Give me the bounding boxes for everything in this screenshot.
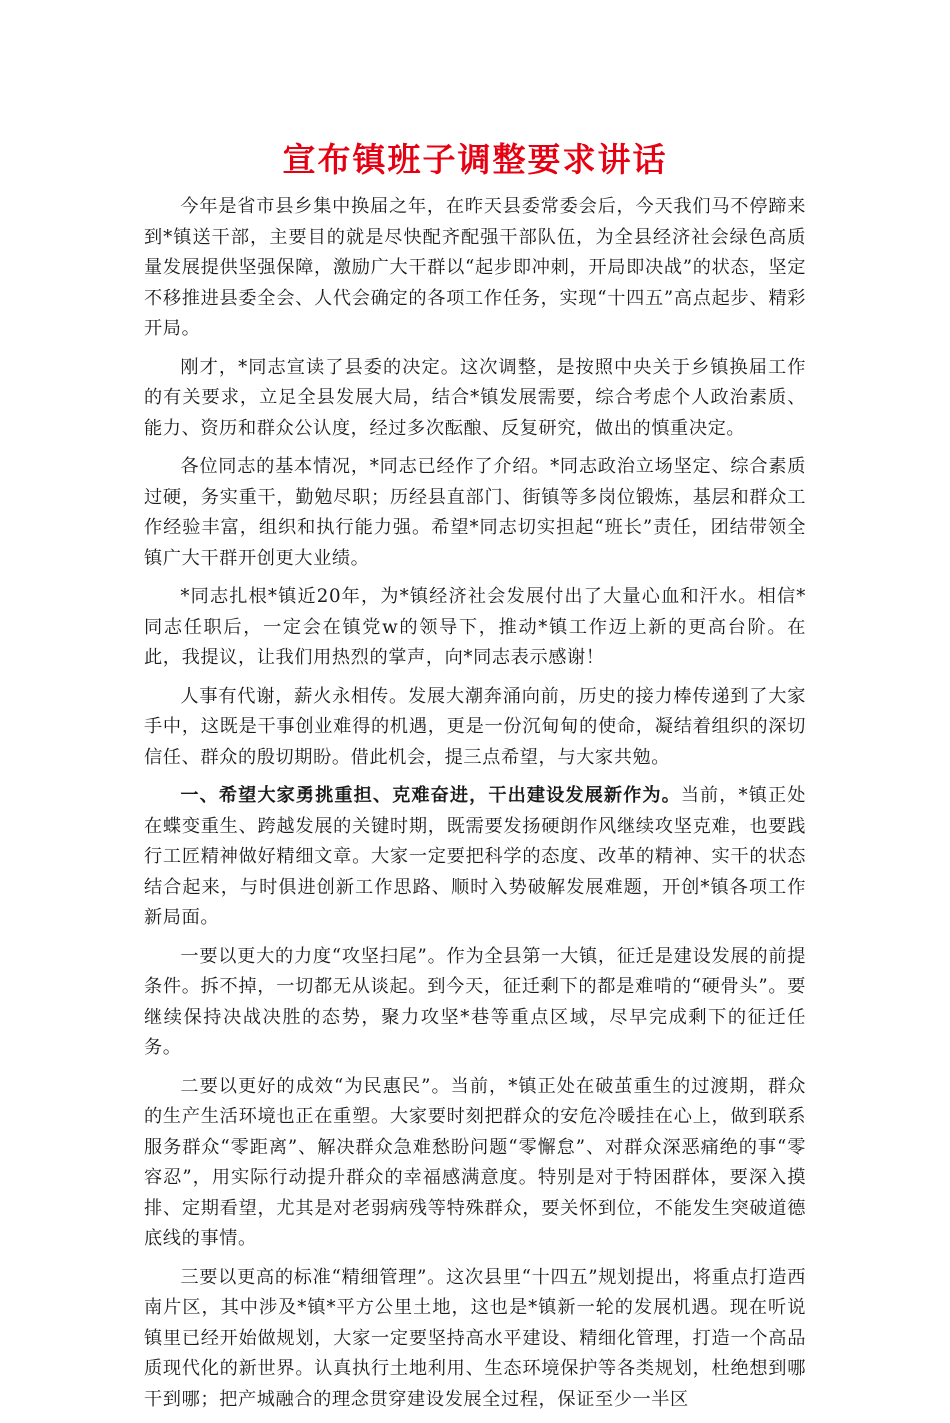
- section-1-text: 当前，*镇正处在蝶变重生、跨越发展的关键时期，既需要发扬硬朗作风继续攻坚克难，也要践行工匠精神做好精细文章。大家一定要把科学的态度、改革的精神、实干的状态结合起来，与时俱进创新工作思路、顺时入势破解发展难题，开创*镇各项工作新局面。: [144, 785, 806, 928]
- point-2: 二要以更好的成效“为民惠民”。当前，*镇正处在破茧重生的过渡期，群众的生产生活环境也正在重塑。大家要时刻把群众的安危冷暖挂在心上，做到联系服务群众“零距离”、解决群众急难愁盼问题“零懈怠”、对群众深恶痛绝的事“零容忍”，用实际行动提升群众的幸福感满意度。特别是对于特困群体，要深入摸排、定期看望，尤其是对老弱病残等特殊群众，要关怀到位，不能发生突破道德底线的事情。: [144, 1075, 806, 1249]
- paragraph-decision: 刚才，*同志宣读了县委的决定。这次调整，是按照中央关于乡镇换届工作的有关要求，立足全县发展大局，结合*镇发展需要，综合考虑个人政治素质、能力、资历和群众公认度，经过多次酝酿、反复研究，做出的慎重决定。: [144, 356, 806, 439]
- paragraph-intro: 今年是省市县乡集中换届之年，在昨天县委常委会后，今天我们马不停蹄来到*镇送干部，主要目的就是尽快配齐配强干部队伍，为全县经济社会绿色高质量发展提供坚强保障，激励广大干群以“起步即冲刺，开局即决战”的状态，坚定不移推进县委全会、人代会确定的各项工作任务，实现“十四五”高点起步、精彩开局。: [144, 196, 806, 339]
- paragraph-hopes: 人事有代谢，薪火永相传。发展大潮奔涌向前，历史的接力棒传递到了大家手中，这既是干事创业难得的机遇，更是一份沉甸甸的使命，凝结着组织的深切信任、群众的殷切期盼。借此机会，提三点希望，与大家共勉。: [144, 685, 806, 768]
- document-page: [144, 138, 806, 1423]
- point-1: 一要以更大的力度“攻坚扫尾”。作为全县第一大镇，征迁是建设发展的前提条件。拆不掉，一切都无从谈起。到今天，征迁剩下的都是难啃的“硬骨头”。要继续保持决战决胜的态势，聚力攻坚*巷等重点区域，尽早完成剩下的征迁任务。: [144, 945, 806, 1058]
- document-title: 宣布镇班子调整要求讲话: [282, 140, 668, 179]
- paragraph-thanks: *同志扎根*镇近20年，为*镇经济社会发展付出了大量心血和汗水。相信*同志任职后，一定会在镇党w的领导下，推动*镇工作迈上新的更高台阶。在此，我提议，让我们用热烈的掌声，向*同志表示感谢！: [144, 586, 806, 668]
- paragraph-introduction: 各位同志的基本情况，*同志已经作了介绍。*同志政治立场坚定、综合素质过硬，务实重干，勤勉尽职；历经县直部门、街镇等多岗位锻炼，基层和群众工作经验丰富，组织和执行能力强。希望*同志切实担起“班长”责任，团结带领全镇广大干群开创更大业绩。: [144, 456, 806, 569]
- section-1-paragraph: [144, 781, 806, 934]
- point-3: 三要以更高的标准“精细管理”。这次县里“十四五”规划提出，将重点打造西南片区，其中涉及*镇*平方公里土地，这也是*镇新一轮的发展机遇。现在听说镇里已经开始做规划，大家一定要坚持高水平建设、精细化管理，打造一个高品质现代化的新世界。认真执行土地利用、生态环境保护等各类规划，杜绝想到哪干到哪；把产城融合的理念贯穿建设发展全过程，保证至少一半区: [144, 1266, 806, 1410]
- section-1-heading: 一、希望大家勇挑重担、克难奋进，干出建设发展新作为。: [180, 785, 681, 806]
